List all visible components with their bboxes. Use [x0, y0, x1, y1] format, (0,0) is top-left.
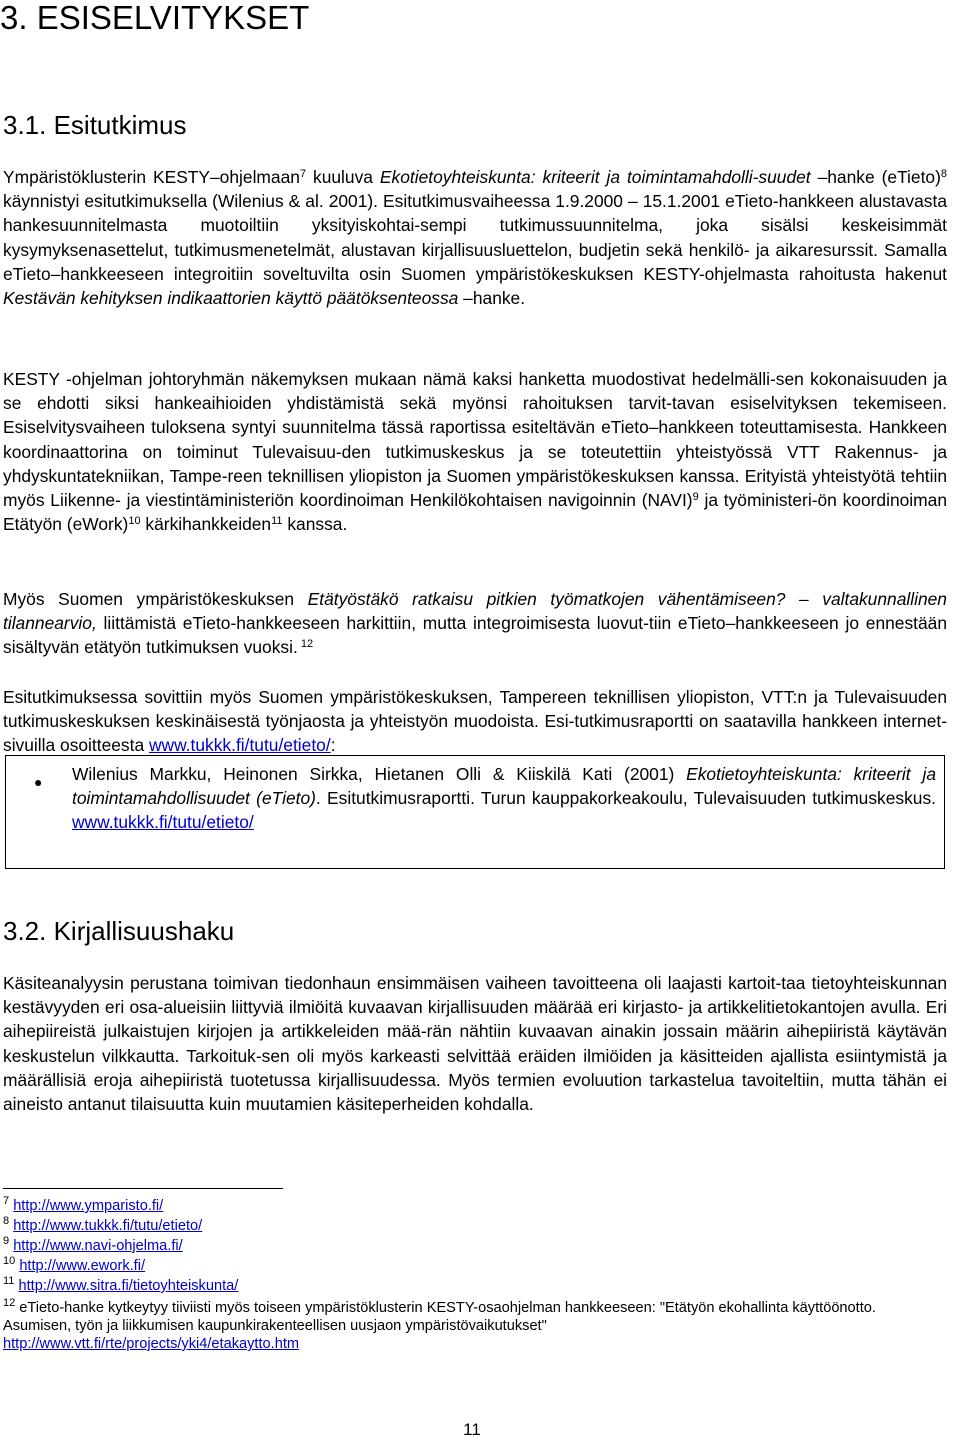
footnote-7: $^7$ http://www.ymparisto.fi/ [3, 1195, 164, 1214]
footnote-divider [3, 1188, 283, 1189]
reference-link[interactable]: www.tukkk.fi/tutu/etieto/ [72, 812, 254, 833]
paragraph-tyonjako: Esitutkimuksessa sovittiin myös Suomen ympäristökeskuksen, Tampereen teknillisen yliopiston, VTT:n ja Tulevaisuuden tutkimuskeskuksen keskinäisestä työnjaosta ja yhteistyön muodoista. Esi-tutkimusraportti on saatavilla hankkeen internet-sivuilla osoitteesta www.tukkk.fi/tutu/etieto/: [3, 687, 947, 756]
paragraph-kasiteanalyysi: Käsiteanalyysin perustana toimivan tiedonhaun ensimmäisen vaiheen tavoitteena oli laajasti kartoit-taa tietoyhteiskunnan kestävyyden eri osa-alueisiin liittyviä ilmiöitä kuvaavan kirjallisuuden määrää eri kirjasto- ja artikkelitietokantojen avulla. Eri aihepiireistä julkaistujen kirjojen ja artikkeleiden mää-rän nähtiin kuvaavan ainakin jossain määrin aihepiiristä käytävän keskustelun vilkkautta. Tarkoituk-sen oli myös karkeasti selvittää eräiden ilmiöiden ja käsitteiden ajallista esiintymistä ja määrällisiä eroja aihepiiristä tuotetussa kirjallisuudessa. Myös termien evoluution tarkastelua tavoiteltiin, mutta tähän ei aineisto antanut tilaisuutta kuin muutamien käsiteperheiden kohdalla. [3, 973, 947, 1115]
footnote-ref-8[interactable]: 8 [940, 168, 947, 180]
footnote-ref-12[interactable]: 12 [297, 638, 314, 651]
footnote-10: $^{10}$ http://www.ework.fi/ [3, 1255, 146, 1274]
footnote-8: $^8$ http://www.tukkk.fi/tutu/etieto/ [3, 1215, 203, 1234]
section-heading-kirjallisuushaku: 3.2. Kirjallisuushaku [3, 916, 235, 946]
footnote-12: $^{12}$ eTieto-hanke kytkeytyy tiiviisti myös toiseen ympäristöklusterin KESTY-osaohjelman hankkeeseen: "Etätyön ekohallinta käyttöönotto. Asumisen, työn ja liikkumisen kaupunkirakenteellisen uusjaon ympäristövaikutukset" http://www.vtt.fi/rte/projects/yki4/etakaytto.htm [3, 1297, 876, 1352]
paragraph-kesty: KESTY -ohjelman johtoryhmän näkemyksen mukaan nämä kaksi hanketta muodostivat hedelmälli-sen kokonaisuuden ja se ehdotti siksi hankeaihioiden yhdistämistä sekä myönsi rahoituksen tarvit-tavan esiselvityksen tekemiseen. Esiselvitysvaiheen tuloksena syntyi suunnitelma tässä raportissa esiteltävän eTieto–hankkeen toteuttamisesta. Hankkeen koordinaattorina on toiminut Tulevaisuu-den tutkimuskeskus ja se toteutettiin yhteistyössä VTT Rakennus- ja yhdyskuntatekniikan, Tampe-reen teknillisen yliopiston ja Suomen ympäristökeskuksen kanssa. Erityistä yhteistyötä tehtiin myös Liikenne- ja viestintäministeriön koordinoiman Henkilökohtaisen navigoinnin (NAVI)$^9$ ja työministeri-ön koordinoiman Etätyön (eWork)$^{10}$ kärkihankkeiden$^{11}$ kanssa. [3, 369, 947, 535]
chapter-heading: 3. ESISELVITYKSET [0, 0, 310, 36]
footnote-link-10[interactable]: http://www.ework.fi/ [19, 1258, 146, 1274]
paragraph-intro: Ympäristöklusterin KESTY–ohjelmaan$^7$ kuuluva Ekotietoyhteiskunta: kriteerit ja toimintamahdolli-suudet –hanke (eTieto)$^8$ käynnistyi esitutkimuksella (Wilenius & al. 2001). Esitutkimusvaiheessa 1.9.2000 – 15.1.2001 eTieto-hankkeen alustavasta hankesuunnitelmasta muotoiltiin yksityiskohtai-sempi tutkimussuunnitelma, joka sisälsi keskeisimmät kysymyksenasettelut, tutkimusmenetelmät, alustavan kirjallisuusluettelon, budjetin sekä henkilö- ja aikaresurssit. Samalla eTieto–hankkeeseen integroitiin soveltuvilta osin Suomen ympäristökeskuksen KESTY-ohjelmasta rahoitusta hakenut Kestävän kehityksen indikaattorien käyttö päätöksenteossa –hanke. [3, 167, 947, 309]
footnote-11: $^{11}$ http://www.sitra.fi/tietoyhteiskunta/ [3, 1275, 239, 1294]
footnote-link-8[interactable]: http://www.tukkk.fi/tutu/etieto/ [13, 1218, 203, 1234]
page-number: 11 [463, 1420, 481, 1439]
paragraph-ymparistokeskus: Myös Suomen ympäristökeskuksen Etätyöstäkö ratkaisu pitkien työmatkojen vähentämiseen? – valtakunnallinen tilannearvio, liittämistä eTieto-hankkeeseen harkittiin, mutta integroimisesta luovut-tiin eTieto–hankkeeseen jo ennestään sisältyvän etätyön tutkimuksen vuoksi. $^{12}$ [3, 589, 947, 658]
reference-text: Wilenius Markku, Heinonen Sirkka, Hietanen Olli & Kiiskilä Kati (2001) Ekotietoyhteiskunta: kriteerit ja toimintamahdollisuudet (eTieto). Esitutkimusraportti. Turun kauppakorkeakoulu, Tulevaisuuden tutkimuskeskus. www.tukkk.fi/tutu/etieto/ [72, 764, 937, 833]
footnote-ref-7[interactable]: 7 [299, 168, 307, 180]
footnote-link-11[interactable]: http://www.sitra.fi/tietoyhteiskunta/ [18, 1278, 239, 1294]
footnote-ref-10[interactable]: 10 [128, 515, 141, 528]
reference-box [5, 755, 945, 869]
footnote-link-12[interactable]: http://www.vtt.fi/rte/projects/yki4/etakaytto.htm [3, 1336, 300, 1352]
footnote-link-7[interactable]: http://www.ymparisto.fi/ [13, 1198, 164, 1214]
footnote-ref-11[interactable]: 11 [271, 515, 283, 528]
etieto-link[interactable]: www.tukkk.fi/tutu/etieto/ [148, 735, 331, 756]
footnote-ref-9[interactable]: 9 [692, 491, 699, 504]
bullet-icon: ● [34, 774, 43, 790]
footnote-9: $^9$ http://www.navi-ohjelma.fi/ [3, 1235, 183, 1254]
section-heading-esitutkimus: 3.1. Esitutkimus [3, 110, 187, 140]
footnote-link-9[interactable]: http://www.navi-ohjelma.fi/ [13, 1238, 183, 1254]
